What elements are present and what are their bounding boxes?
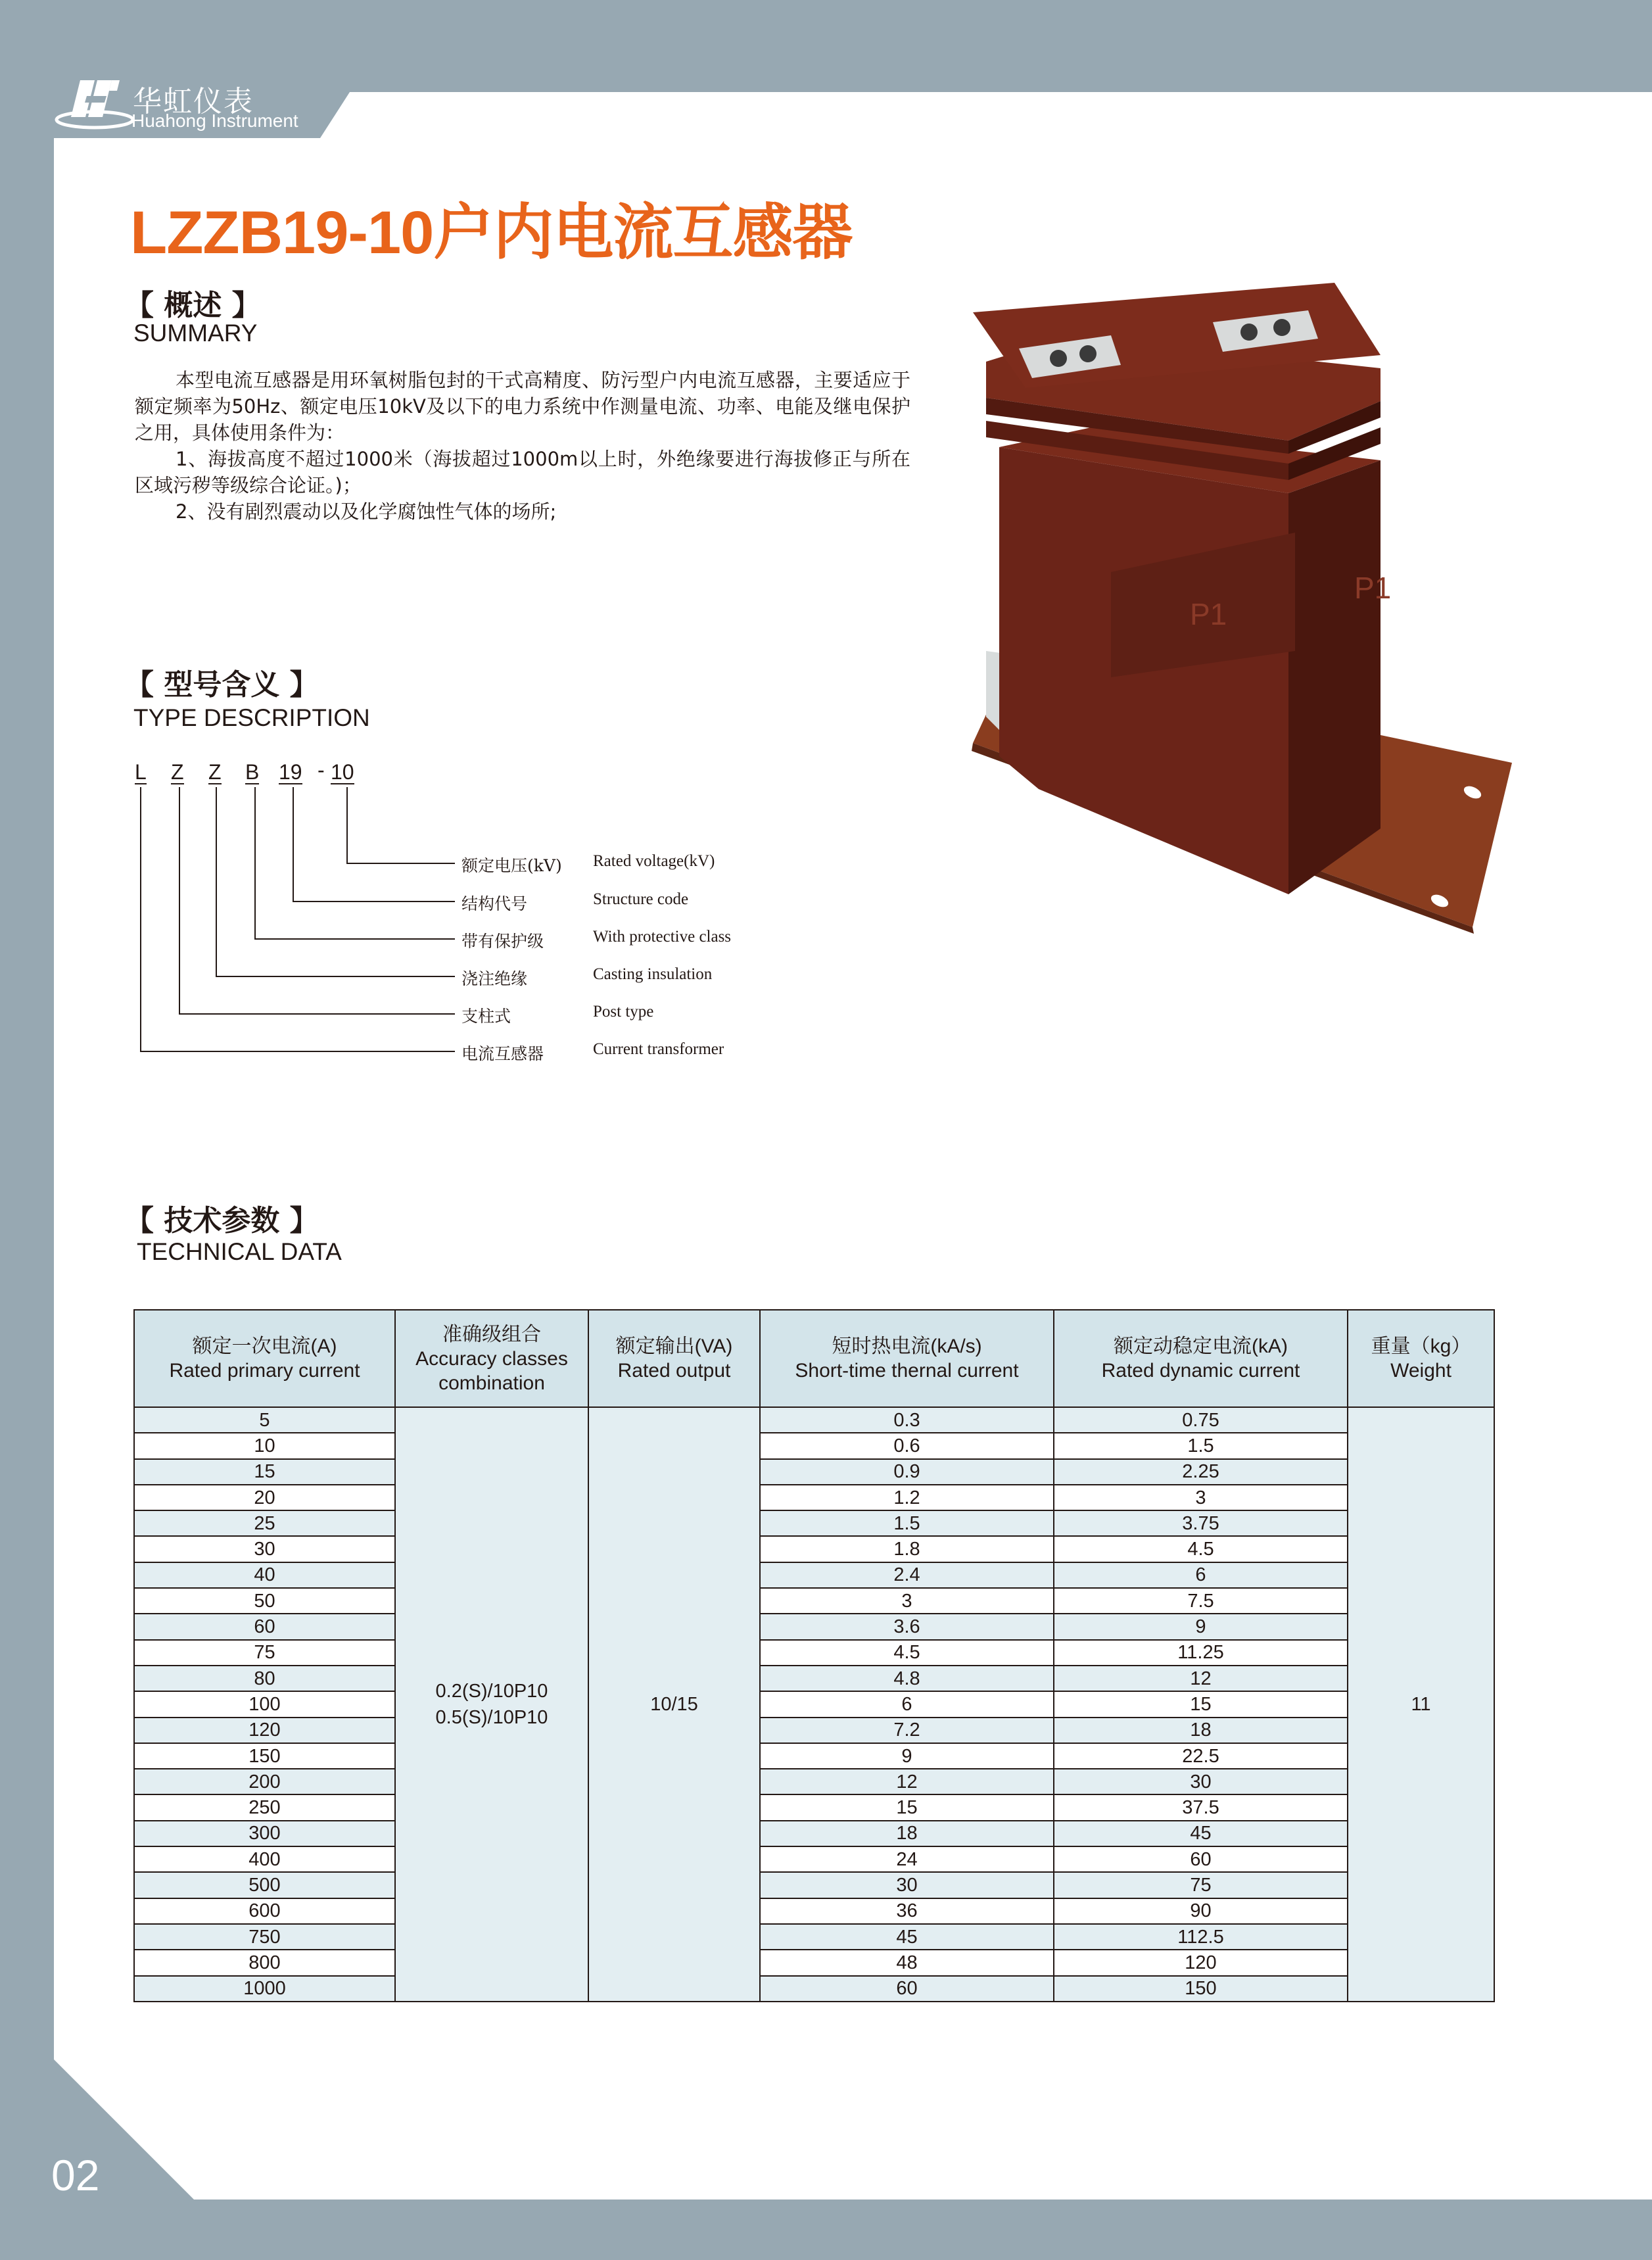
summary-paragraph-1: 本型电流互感器是用环氧树脂包封的干式高精度、防污型户内电流互感器，主要适应于额定频率为50Hz、额定电压10kV及以下的电力系统中作测量电流、功率、电能及继电保护之用，具体使用条件为：: [135, 369, 910, 444]
type-item-cn-structure: 结构代号: [461, 894, 528, 913]
cell-primary-current: 800: [134, 1950, 395, 1975]
cell-thermal-current: 4.5: [760, 1640, 1054, 1666]
cell-dynamic-current: 12: [1054, 1666, 1348, 1691]
cell-dynamic-current: 90: [1054, 1898, 1348, 1924]
header-weight: [1348, 1310, 1494, 1407]
header-en: Short-time thernal current: [795, 1360, 1019, 1382]
cell-primary-current: 200: [134, 1769, 395, 1794]
type-item-cn-voltage: 额定电压(kV): [461, 856, 562, 875]
code-letter-z2: Z: [208, 760, 222, 784]
cell-dynamic-current: 15: [1054, 1691, 1348, 1717]
header-en: Rated output: [617, 1360, 731, 1382]
cell-dynamic-current: 18: [1054, 1718, 1348, 1743]
cell-dynamic-current: 6: [1054, 1562, 1348, 1588]
connector-line-voltage-h: [346, 863, 455, 864]
cell-dynamic-current: 2.25: [1054, 1459, 1348, 1485]
product-photo: [960, 283, 1519, 934]
table-row: [134, 1562, 1494, 1588]
type-item-cn-ct: 电流互感器: [461, 1044, 544, 1063]
cell-thermal-current: 18: [760, 1821, 1054, 1846]
cell-primary-current: 500: [134, 1872, 395, 1898]
cell-thermal-current: 15: [760, 1794, 1054, 1820]
code-letter-b: B: [245, 760, 260, 784]
table-row: [134, 1691, 1494, 1717]
connector-line-protective: [254, 787, 256, 939]
technical-heading-en: TECHNICAL DATA: [137, 1238, 342, 1265]
type-heading-cn: 【 型号含义 】: [125, 668, 319, 702]
connector-line-voltage: [346, 787, 348, 863]
table-row: [134, 1976, 1494, 2002]
header-rated-output: [588, 1310, 760, 1407]
cell-dynamic-current: 45: [1054, 1821, 1348, 1846]
header-accuracy-classes: [395, 1310, 588, 1407]
type-item-cn-post: 支柱式: [461, 1007, 511, 1026]
accuracy-line-2: 0.5(S)/10P10: [435, 1706, 548, 1728]
header-cn: 额定输出(VA): [615, 1335, 733, 1357]
type-item-en-post: Post type: [593, 1003, 654, 1021]
cell-thermal-current: 12: [760, 1769, 1054, 1794]
header-cn: 重量（kg）: [1371, 1335, 1471, 1357]
cell-dynamic-current: 9: [1054, 1614, 1348, 1639]
table-row: [134, 1433, 1494, 1458]
type-item-en-ct: Current transformer: [593, 1040, 724, 1058]
table-header-row: [134, 1310, 1494, 1407]
cell-dynamic-current: 1.5: [1054, 1433, 1348, 1458]
cell-thermal-current: 45: [760, 1924, 1054, 1950]
brand-name-en: Huahong Instrument: [131, 110, 298, 131]
cell-thermal-current: 3: [760, 1588, 1054, 1614]
table-row: [134, 1950, 1494, 1975]
cell-thermal-current: 6: [760, 1691, 1054, 1717]
table-row: [134, 1743, 1494, 1769]
cell-dynamic-current: 7.5: [1054, 1588, 1348, 1614]
header-en: Weight: [1390, 1360, 1451, 1382]
cell-thermal-current: 30: [760, 1872, 1054, 1898]
code-number-19: 19: [279, 760, 302, 784]
page-number: 02: [51, 2151, 100, 2200]
cell-thermal-current: 24: [760, 1846, 1054, 1872]
type-item-en-voltage: Rated voltage(kV): [593, 852, 715, 870]
cell-primary-current: 150: [134, 1743, 395, 1769]
connector-line-protective-h: [254, 938, 455, 940]
page-title: LZZB19-10户内电流互感器: [130, 199, 853, 266]
connector-line-post-h: [179, 1013, 455, 1015]
summary-paragraph-2: 1、海拔高度不超过1000米（海拔超过1000m以上时，外绝缘要进行海拔修正与所在区域污秽等级综合论证。)；: [135, 448, 910, 496]
summary-paragraph-3: 2、没有剧烈震动以及化学腐蚀性气体的场所;: [176, 500, 557, 523]
cell-thermal-current: 2.4: [760, 1562, 1054, 1588]
code-letter-z1: Z: [171, 760, 184, 784]
cell-dynamic-current: 150: [1054, 1976, 1348, 2002]
cell-primary-current: 75: [134, 1640, 395, 1666]
table-row: [134, 1872, 1494, 1898]
connector-line-structure: [293, 787, 294, 902]
cell-rated-output: 10/15: [588, 1407, 760, 2002]
cell-weight: 11: [1348, 1407, 1494, 2002]
header-cn: 额定动稳定电流(kA): [1114, 1335, 1288, 1357]
terminal-label-p1-left: P1: [1190, 597, 1227, 631]
cell-accuracy-classes: [395, 1407, 588, 2002]
type-item-en-structure: Structure code: [593, 890, 689, 908]
connector-line-structure-h: [293, 901, 455, 902]
cell-primary-current: 80: [134, 1666, 395, 1691]
type-item-en-protective: With protective class: [593, 928, 732, 946]
type-item-cn-protective: 带有保护级: [461, 932, 544, 951]
cell-thermal-current: 36: [760, 1898, 1054, 1924]
cell-dynamic-current: 30: [1054, 1769, 1348, 1794]
cell-thermal-current: 4.8: [760, 1666, 1054, 1691]
cell-thermal-current: 1.5: [760, 1510, 1054, 1536]
cell-primary-current: 300: [134, 1821, 395, 1846]
cell-thermal-current: 48: [760, 1950, 1054, 1975]
cell-thermal-current: 0.9: [760, 1459, 1054, 1485]
cell-dynamic-current: 22.5: [1054, 1743, 1348, 1769]
cell-primary-current: 100: [134, 1691, 395, 1717]
connector-line-ct-h: [140, 1051, 455, 1052]
cell-dynamic-current: 120: [1054, 1950, 1348, 1975]
cell-thermal-current: 1.2: [760, 1485, 1054, 1510]
technical-heading-cn: 【 技术参数 】: [125, 1204, 319, 1238]
cell-primary-current: 60: [134, 1614, 395, 1639]
type-item-en-casting: Casting insulation: [593, 965, 713, 983]
table-row: [134, 1794, 1494, 1820]
technical-data-table: [133, 1309, 1495, 2002]
header-cn: 短时热电流(kA/s): [832, 1335, 982, 1357]
cell-dynamic-current: 37.5: [1054, 1794, 1348, 1820]
table-row: [134, 1407, 1494, 1433]
cell-primary-current: 50: [134, 1588, 395, 1614]
cell-thermal-current: 60: [760, 1976, 1054, 2002]
connector-line-casting-h: [216, 976, 455, 977]
table-row: [134, 1588, 1494, 1614]
code-number-10: 10: [331, 760, 354, 784]
cell-primary-current: 30: [134, 1536, 395, 1562]
cell-primary-current: 120: [134, 1718, 395, 1743]
cell-primary-current: 750: [134, 1924, 395, 1950]
cell-dynamic-current: 4.5: [1054, 1536, 1348, 1562]
connector-line-casting: [216, 787, 217, 976]
header-en: Rated dynamic current: [1101, 1360, 1300, 1382]
table-row: [134, 1640, 1494, 1666]
cell-primary-current: 250: [134, 1794, 395, 1820]
cell-primary-current: 10: [134, 1433, 395, 1458]
table-row: [134, 1666, 1494, 1691]
table-row: [134, 1718, 1494, 1743]
cell-thermal-current: 0.6: [760, 1433, 1054, 1458]
cell-dynamic-current: 0.75: [1054, 1407, 1348, 1433]
table-row: [134, 1898, 1494, 1924]
table-row: [134, 1536, 1494, 1562]
cell-primary-current: 25: [134, 1510, 395, 1536]
cell-primary-current: 5: [134, 1407, 395, 1433]
cell-primary-current: 15: [134, 1459, 395, 1485]
cell-primary-current: 600: [134, 1898, 395, 1924]
cell-primary-current: 1000: [134, 1976, 395, 2002]
cell-dynamic-current: 3.75: [1054, 1510, 1348, 1536]
cell-dynamic-current: 3: [1054, 1485, 1348, 1510]
cell-dynamic-current: 75: [1054, 1872, 1348, 1898]
header-rated-dynamic-current: [1054, 1310, 1348, 1407]
cell-thermal-current: 3.6: [760, 1614, 1054, 1639]
table-row: [134, 1769, 1494, 1794]
connector-line-post: [179, 787, 180, 1014]
table-row: [134, 1846, 1494, 1872]
table-row: [134, 1510, 1494, 1536]
code-dash: -: [318, 758, 325, 782]
table-row: [134, 1821, 1494, 1846]
logo-mark-icon: [54, 74, 139, 133]
table-body: [134, 1407, 1494, 2002]
cell-thermal-current: 1.8: [760, 1536, 1054, 1562]
header-en: Accuracy classes combination: [415, 1347, 568, 1394]
cell-dynamic-current: 112.5: [1054, 1924, 1348, 1950]
cell-primary-current: 20: [134, 1485, 395, 1510]
cell-dynamic-current: 60: [1054, 1846, 1348, 1872]
brand-name-cn: 华虹仪表: [133, 85, 254, 118]
table-row: [134, 1924, 1494, 1950]
cell-thermal-current: 0.3: [760, 1407, 1054, 1433]
cell-primary-current: 40: [134, 1562, 395, 1588]
type-item-cn-casting: 浇注绝缘: [461, 969, 528, 988]
summary-heading-cn: 【 概述 】: [125, 289, 261, 322]
cell-primary-current: 400: [134, 1846, 395, 1872]
connector-line-ct: [140, 787, 141, 1051]
header-rated-primary-current: [134, 1310, 395, 1407]
summary-text: [135, 367, 910, 525]
header-cn: 额定一次电流(A): [192, 1335, 337, 1357]
cell-thermal-current: 9: [760, 1743, 1054, 1769]
cell-thermal-current: 7.2: [760, 1718, 1054, 1743]
accuracy-line-1: 0.2(S)/10P10: [435, 1680, 548, 1702]
brand-logo: [54, 74, 317, 133]
table-row: [134, 1459, 1494, 1485]
terminal-label-p1-right: P1: [1354, 571, 1392, 605]
type-heading-en: TYPE DESCRIPTION: [133, 704, 370, 731]
code-letter-l: L: [135, 760, 147, 784]
header-en: Rated primary current: [169, 1360, 360, 1382]
cell-dynamic-current: 11.25: [1054, 1640, 1348, 1666]
table-row: [134, 1485, 1494, 1510]
header-cn: 准确级组合: [442, 1323, 541, 1345]
summary-heading-en: SUMMARY: [133, 320, 258, 347]
table-row: [134, 1614, 1494, 1639]
header-short-time-thermal-current: [760, 1310, 1054, 1407]
